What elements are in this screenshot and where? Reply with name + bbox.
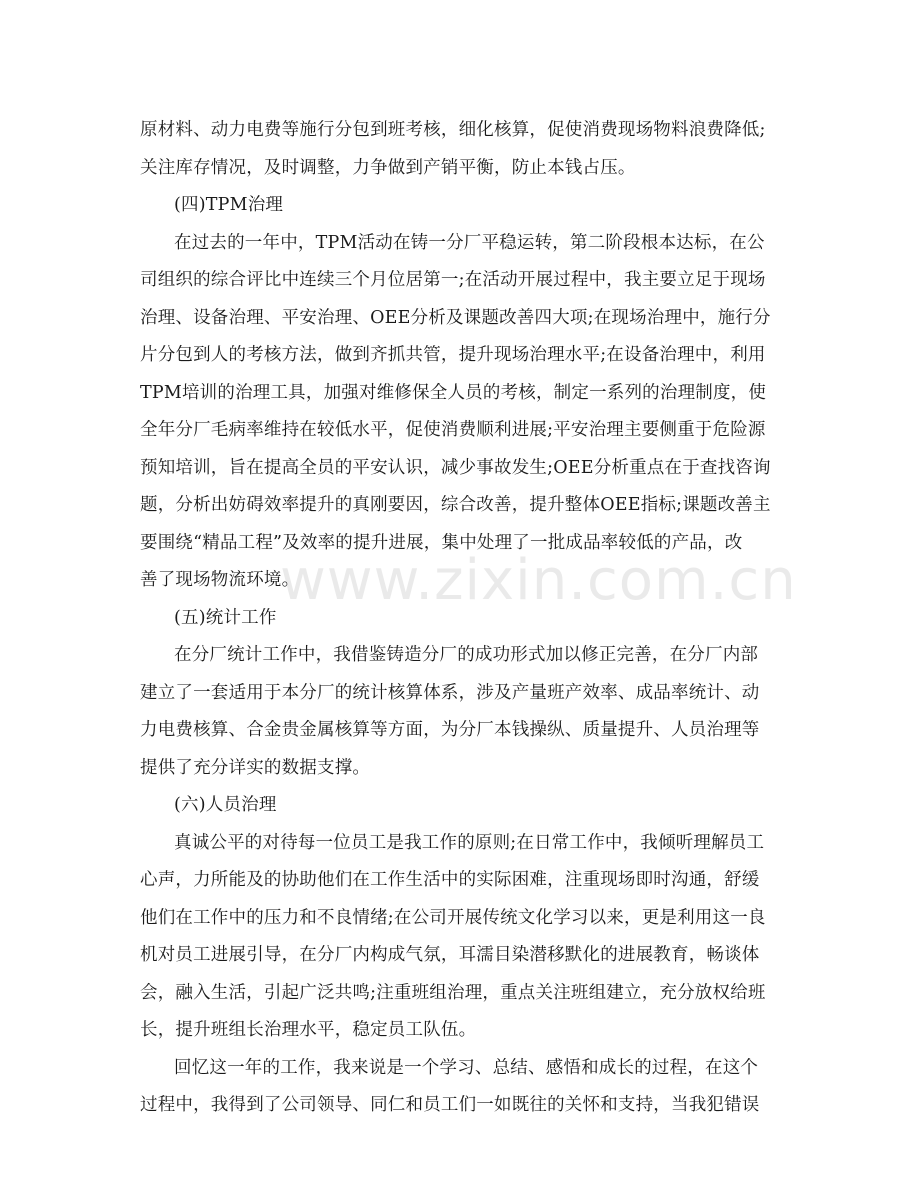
text-line: 司组织的综合评比中连续三个月位居第一;在活动开展过程中，我主要立足于现场: [140, 270, 766, 290]
text-line: 预知培训，旨在提高全员的平安认识，减少事故发生;OEE分析重点在于查找咨询: [140, 457, 771, 478]
text-line: 过程中，我得到了公司领导、同仁和员工们一如既往的关怀和支持，当我犯错误: [140, 1095, 760, 1115]
document-page: [140, 112, 780, 1125]
section-heading: (五)统计工作: [174, 607, 277, 628]
watermark: www.zixin.com.cn: [280, 548, 797, 613]
text-line: 善了现场物流环境。: [140, 570, 300, 590]
text-line: 回忆这一年的工作，我来说是一个学习、总结、感悟和成长的过程，在这个: [174, 1057, 759, 1078]
text-line: 长，提升班组长治理水平，稳定员工队伍。: [140, 1020, 477, 1040]
section-heading: (六)人员治理: [174, 795, 277, 815]
text-line: 机对员工进展引导，在分厂内构成气氛，耳濡目染潜移默化的进展教育，畅谈体: [140, 945, 760, 965]
text-line: 在过去的一年中，TPM活动在铸一分厂平稳运转，第二阶段根本达标，在公: [174, 232, 765, 253]
text-line: 在分厂统计工作中，我借鉴铸造分厂的成功形式加以修正完善，在分厂内部: [174, 645, 759, 665]
text-line: 关注库存情况，及时调整，力争做到产销平衡，防止本钱占压。: [140, 157, 636, 178]
text-line: 要围绕“精品工程”及效率的提升进展，集中处理了一批成品率较低的产品，改: [140, 532, 743, 553]
text-line: 会，融入生活，引起广泛共鸣;注重班组治理，重点关注班组建立，充分放权给班: [140, 982, 766, 1003]
text-line: 题，分析出妨碍效率提升的真刚要因，综合改善，提升整体OEE指标;课题改善主: [140, 495, 771, 515]
text-line: 提供了充分详实的数据支撑。: [140, 757, 371, 778]
text-line: 心声，力所能及的协助他们在工作生活中的实际困难，注重现场即时沟通，舒缓: [140, 870, 760, 890]
text-line: 片分包到人的考核方法，做到齐抓共管，提升现场治理水平;在设备治理中，利用: [140, 345, 766, 365]
text-line: 建立了一套适用于本分厂的统计核算体系，涉及产量班产效率、成品率统计、动: [140, 682, 760, 703]
text-line: TPM培训的治理工具，加强对维修保全人员的考核，制定一系列的治理制度，使: [140, 382, 767, 403]
section-heading: (四)TPM治理: [174, 195, 284, 215]
text-line: 原材料、动力电费等施行分包到班考核，细化核算，促使消费现场物料浪费降低;: [140, 120, 766, 140]
text-line: 力电费核算、合金贵金属核算等方面，为分厂本钱操纵、质量提升、人员治理等: [140, 720, 760, 740]
text-line: 他们在工作中的压力和不良情绪;在公司开展传统文化学习以来，更是利用这一良: [140, 907, 766, 928]
text-line: 治理、设备治理、平安治理、OEE分析及课题改善四大项;在现场治理中，施行分: [140, 307, 771, 328]
text-line: 真诚公平的对待每一位员工是我工作的原则;在日常工作中，我倾听理解员工: [174, 832, 765, 853]
text-line: 全年分厂毛病率维持在较低水平，促使消费顺利进展;平安治理主要侧重于危险源: [140, 420, 766, 440]
